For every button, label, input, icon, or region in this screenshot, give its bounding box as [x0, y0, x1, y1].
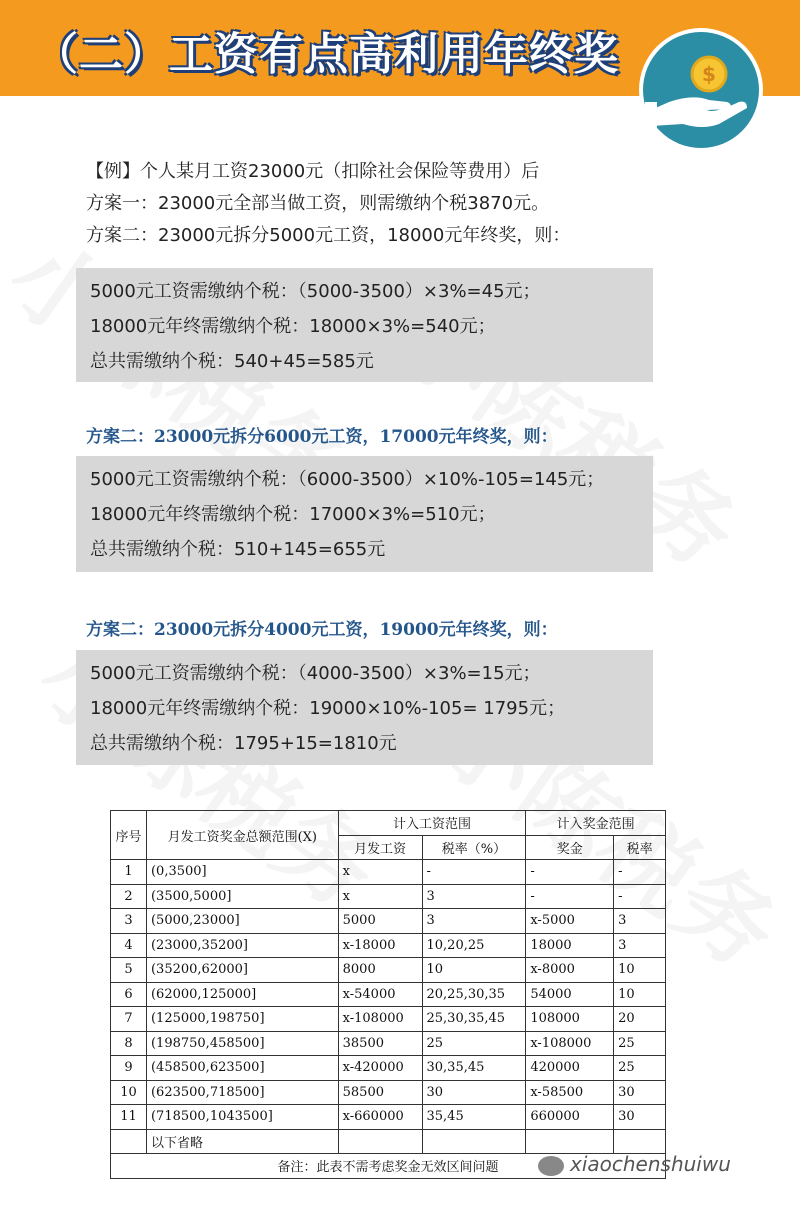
- cell: -: [614, 860, 666, 885]
- cell: 10,20,25: [422, 933, 526, 958]
- cell: x-660000: [338, 1105, 422, 1130]
- calc-box-3: [76, 650, 653, 765]
- cell: 420000: [526, 1056, 614, 1081]
- cell: 30: [614, 1105, 666, 1130]
- table-row: [111, 933, 666, 958]
- table-note: 备注：此表不需考虑奖金无效区间问题: [111, 1154, 666, 1179]
- cell: x-108000: [338, 1007, 422, 1032]
- wechat-id: xiaochenshuiwu: [570, 1152, 731, 1176]
- cell: 3: [614, 909, 666, 934]
- cell: -: [422, 860, 526, 885]
- cell: (458500,623500]: [146, 1056, 338, 1081]
- calc-line: 5000元工资需缴纳个税：（4000-3500）×3%=15元；: [90, 663, 541, 684]
- cell: 4: [111, 933, 147, 958]
- table-row: [111, 909, 666, 934]
- plan-heading-2: 方案二：23000元拆分6000元工资，17000元年终奖，则：: [86, 427, 558, 447]
- cell: (0,3500]: [146, 860, 338, 885]
- cell: x-108000: [526, 1031, 614, 1056]
- header-bonus-group: 计入奖金范围: [526, 811, 666, 836]
- cell: 25,30,35,45: [422, 1007, 526, 1032]
- svg-text:$: $: [702, 62, 716, 86]
- cell: 35,45: [422, 1105, 526, 1130]
- money-hand-icon: [643, 32, 759, 148]
- cell: 10: [111, 1080, 147, 1105]
- cell: (62000,125000]: [146, 982, 338, 1007]
- cell: 3: [614, 933, 666, 958]
- table-row: [111, 982, 666, 1007]
- cell: (5000,23000]: [146, 909, 338, 934]
- cell: x-5000: [526, 909, 614, 934]
- omitted-label: 以下省略: [146, 1129, 338, 1154]
- table-row: [111, 1007, 666, 1032]
- cell: 3: [422, 909, 526, 934]
- cell: 20,25,30,35: [422, 982, 526, 1007]
- cell: -: [526, 860, 614, 885]
- cell: 9: [111, 1056, 147, 1081]
- header-bonus-rate: 税率: [614, 835, 666, 860]
- cell: (35200,62000]: [146, 958, 338, 983]
- cell: (3500,5000]: [146, 884, 338, 909]
- calc-line: 总共需缴纳个税：1795+15=1810元: [90, 733, 397, 754]
- cell: (718500,1043500]: [146, 1105, 338, 1130]
- cell: 25: [614, 1031, 666, 1056]
- cell: 2: [111, 884, 147, 909]
- wechat-icon: [538, 1156, 564, 1176]
- wechat-watermark: [538, 1152, 731, 1176]
- header-salary: 月发工资: [338, 835, 422, 860]
- header-salary-group: 计入工资范围: [338, 811, 526, 836]
- table-row: [111, 958, 666, 983]
- cell: x-8000: [526, 958, 614, 983]
- plan-heading-3: 方案二：23000元拆分4000元工资，19000元年终奖，则：: [86, 620, 558, 640]
- cell: 3: [422, 884, 526, 909]
- header-salary-rate: 税率（%）: [422, 835, 526, 860]
- cell: (623500,718500]: [146, 1080, 338, 1105]
- table-row: [111, 1031, 666, 1056]
- intro-line: 【例】个人某月工资23000元（扣除社会保险等费用）后: [86, 161, 540, 182]
- cell: -: [526, 884, 614, 909]
- example-intro: [86, 156, 570, 252]
- cell: 8000: [338, 958, 422, 983]
- page-title: （二）工资有点高利用年终奖: [34, 29, 619, 80]
- calc-line: 5000元工资需缴纳个税：（5000-3500）×3%=45元；: [90, 281, 541, 302]
- cell: x: [338, 884, 422, 909]
- cell: 7: [111, 1007, 147, 1032]
- tax-range-table: [110, 810, 666, 1179]
- header-range: 月发工资奖金总额范围(X): [146, 811, 338, 860]
- intro-line: 方案二：23000元拆分5000元工资，18000元年终奖，则：: [86, 225, 571, 246]
- cell: 10: [614, 982, 666, 1007]
- cell: x-420000: [338, 1056, 422, 1081]
- header-bonus: 奖金: [526, 835, 614, 860]
- cell: x-18000: [338, 933, 422, 958]
- table-row: [111, 884, 666, 909]
- calc-line: 总共需缴纳个税：540+45=585元: [90, 351, 374, 372]
- cell: 8: [111, 1031, 147, 1056]
- cell: 20: [614, 1007, 666, 1032]
- cell: 6: [111, 982, 147, 1007]
- table-row-omitted: [111, 1129, 666, 1154]
- calc-line: 18000元年终需缴纳个税：18000×3%=540元；: [90, 316, 496, 337]
- cell: 660000: [526, 1105, 614, 1130]
- cell: 5000: [338, 909, 422, 934]
- cell: x: [338, 860, 422, 885]
- cell: (125000,198750]: [146, 1007, 338, 1032]
- cell: 11: [111, 1105, 147, 1130]
- cell: (23000,35200]: [146, 933, 338, 958]
- intro-line: 方案一：23000元全部当做工资，则需缴纳个税3870元。: [86, 193, 550, 214]
- cell: 30,35,45: [422, 1056, 526, 1081]
- cell: 30: [422, 1080, 526, 1105]
- calc-line: 5000元工资需缴纳个税：（6000-3500）×10%-105=145元；: [90, 469, 605, 490]
- cell: 10: [422, 958, 526, 983]
- cell: 38500: [338, 1031, 422, 1056]
- header-seq: 序号: [111, 811, 147, 860]
- cell: x-58500: [526, 1080, 614, 1105]
- cell: 1: [111, 860, 147, 885]
- table-row: [111, 1080, 666, 1105]
- calc-line: 18000元年终需缴纳个税：19000×10%-105= 1795元；: [90, 698, 566, 719]
- cell: 25: [422, 1031, 526, 1056]
- calc-line: 总共需缴纳个税：510+145=655元: [90, 539, 386, 560]
- table-row: [111, 860, 666, 885]
- cell: 54000: [526, 982, 614, 1007]
- cell: 10: [614, 958, 666, 983]
- cell: (198750,458500]: [146, 1031, 338, 1056]
- cell: 25: [614, 1056, 666, 1081]
- table-row: [111, 1056, 666, 1081]
- cell: 3: [111, 909, 147, 934]
- table-row: [111, 1105, 666, 1130]
- calc-line: 18000元年终需缴纳个税：17000×3%=510元；: [90, 504, 496, 525]
- cell: 5: [111, 958, 147, 983]
- cell: x-54000: [338, 982, 422, 1007]
- cell: 58500: [338, 1080, 422, 1105]
- cell: -: [614, 884, 666, 909]
- cell: 30: [614, 1080, 666, 1105]
- calc-box-1: [76, 268, 653, 382]
- cell: 108000: [526, 1007, 614, 1032]
- cell: 18000: [526, 933, 614, 958]
- calc-box-2: [76, 456, 653, 572]
